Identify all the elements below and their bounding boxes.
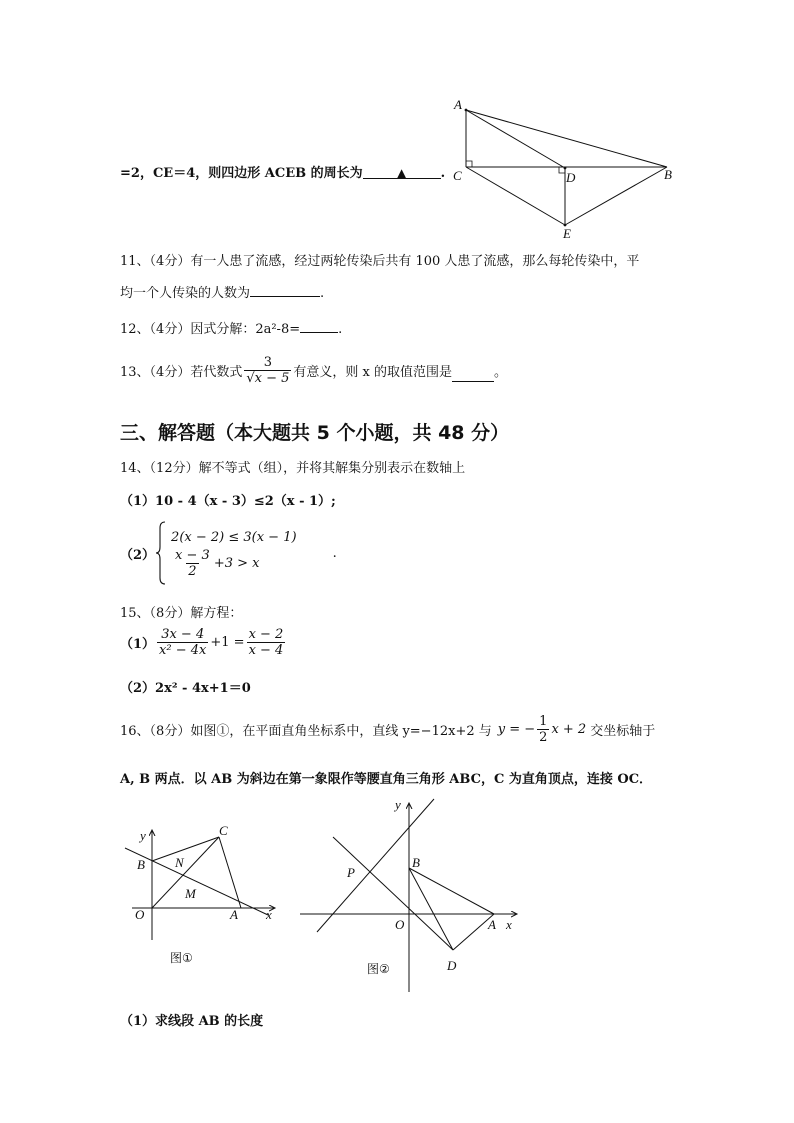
q16-part1: （1）求线段 AB 的长度 (120, 1014, 264, 1029)
label-e: E (563, 226, 571, 241)
q10-text-line (120, 162, 445, 181)
fig2-label-a: A (488, 917, 496, 932)
left-brace-icon (155, 520, 167, 586)
q11-text: 均一个人传染的人数为 (120, 286, 251, 301)
fig1-label-o: O (135, 907, 145, 922)
fig1-label-x: x (266, 907, 272, 922)
q14-system-line1: 2(x − 2) ≤ 3(x − 1) (171, 529, 297, 545)
fig1-label-m: M (185, 886, 196, 901)
q14-part2-end: . (332, 545, 337, 561)
fig2-label-d: D (447, 958, 457, 973)
figure-2 (295, 795, 525, 995)
q15-right-num: x − 2 (248, 627, 284, 642)
fig1-label-y: y (140, 828, 146, 843)
q11-answer-blank (250, 284, 320, 297)
fig1-label-a: A (230, 907, 238, 922)
q11-end: . (320, 286, 325, 301)
fig2-label-b: B (412, 855, 420, 870)
q15-fraction-right (247, 627, 286, 658)
label-b: B (664, 167, 672, 182)
triangle-icon: ▲ (397, 166, 407, 180)
q15-left-den: x² − 4x (159, 643, 207, 658)
q13-end: 。 (493, 365, 507, 380)
right-angle-mark-c (466, 161, 472, 167)
q16-eq-rest: x + 2 (551, 722, 587, 737)
q12-text: 12、（4分）因式分解：2a²-8= (120, 322, 301, 337)
q15-right-den: x − 4 (248, 643, 284, 658)
q10-text: =2，CE＝4，则四边形 ACEB 的周长为 (120, 166, 363, 181)
q13-suffix: 有意义，则 x 的取值范围是 (293, 365, 452, 380)
fig1-label-n: N (175, 855, 184, 870)
q13-fraction (244, 355, 291, 386)
q13-prefix: 13、（4分）若代数式 (120, 365, 243, 380)
q15-title: 15、（8分）解方程： (120, 606, 243, 621)
q14-part2-label: （2） (120, 547, 156, 563)
fig1-line-ab (125, 848, 268, 915)
segment-ce (466, 167, 565, 225)
label-d: D (566, 170, 576, 185)
q16-eq-fraction (537, 714, 549, 745)
q15-fraction-left (157, 627, 208, 658)
figure-1 (120, 815, 290, 975)
fig2-caption: 图② (367, 962, 390, 976)
fig2-label-x: x (506, 917, 512, 932)
q13-line (120, 355, 507, 386)
q15-part1 (120, 627, 287, 658)
q10-figure (445, 95, 685, 245)
q16-line1 (120, 714, 655, 745)
q16-line2: A, B 两点．以 AB 为斜边在第一象限作等腰直角三角形 ABC，C 为直角顶点，连接 OC． (120, 772, 653, 787)
q15-part2: （2）2x² - 4x+1＝0 (120, 681, 251, 696)
fig2-label-p: P (347, 865, 355, 880)
q16-eq-y: y = − (497, 722, 536, 737)
q14-part2 (120, 520, 337, 586)
label-a: A (454, 97, 462, 112)
label-c: C (453, 168, 462, 183)
q15-middle: +1 = (210, 635, 245, 650)
q10-answer-blank (363, 166, 441, 179)
q11-line1: 11、（4分）有一人患了流感，经过两轮传染后共有 100 人患了流感，那么每轮传染中，平 (120, 254, 640, 269)
section-3-heading: 三、解答题（本大题共 5 个小题，共 48 分） (120, 422, 510, 444)
q15-left-num: 3x − 4 (161, 627, 205, 642)
q11-line2 (120, 282, 324, 301)
fig1-caption: 图① (170, 951, 193, 965)
q13-numerator: 3 (263, 355, 272, 370)
q14-system-rest: +3 > x (213, 555, 260, 571)
q12-line (120, 318, 342, 337)
q16-eq-num: 1 (539, 714, 548, 729)
segment-ab (466, 110, 667, 167)
fig2-label-o: O (395, 917, 405, 932)
q14-frac-num: x − 3 (175, 547, 210, 563)
segment-eb (565, 167, 667, 225)
q14-system-fraction (173, 548, 212, 579)
q16-eq-den: 2 (539, 730, 548, 745)
q14-frac-den: 2 (188, 563, 197, 579)
q16-line1-end: 交坐标轴于 (590, 724, 656, 739)
q12-answer-blank (300, 320, 338, 333)
q12-end: . (338, 322, 343, 337)
q10-end: . (440, 166, 446, 181)
segment-ad (466, 110, 565, 168)
q13-denominator: √x − 5 (246, 371, 290, 386)
q14-system (171, 528, 297, 579)
fig1-label-b: B (137, 857, 145, 872)
fig1-label-c: C (219, 823, 228, 838)
fig1-segment-bc (152, 837, 219, 861)
q14-title: 14、（12分）解不等式（组），并将其解集分别表示在数轴上 (120, 461, 466, 476)
q13-answer-blank (452, 369, 494, 382)
q14-part1: （1）10 - 4（x - 3）≤2（x - 1）; (120, 494, 336, 509)
q16-line1-text: 16、（8分）如图①，在平面直角坐标系中，直线 y=−12x+2 与 (120, 724, 492, 739)
q15-part1-label: （1） (120, 637, 156, 652)
fig2-label-y: y (395, 797, 401, 812)
